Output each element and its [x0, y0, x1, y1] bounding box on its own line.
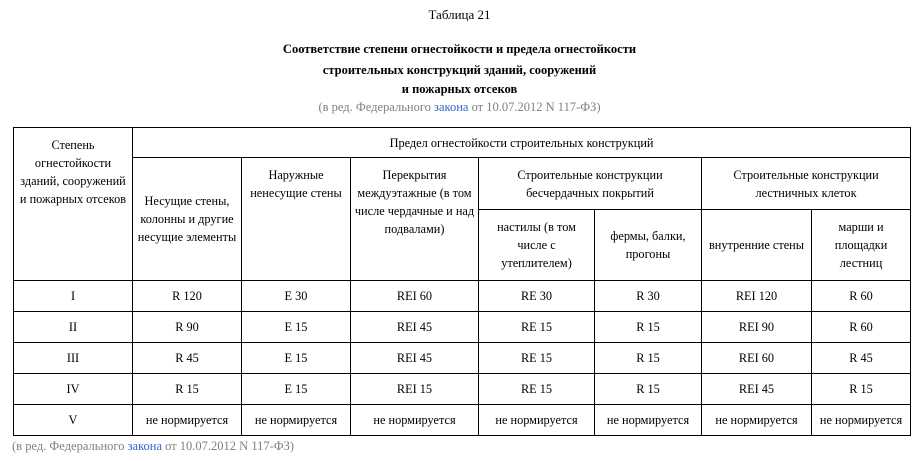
- cell: не нормируется: [133, 405, 242, 436]
- cell: R 15: [595, 374, 702, 405]
- table-row: [14, 281, 911, 312]
- header-stairs: Строительные конструкции лестничных клеток: [702, 158, 911, 210]
- cell: REI 45: [351, 343, 479, 374]
- cell: RE 15: [479, 312, 595, 343]
- cell: REI 90: [702, 312, 812, 343]
- cell: не нормируется: [351, 405, 479, 436]
- cell: не нормируется: [242, 405, 351, 436]
- cell: E 15: [242, 374, 351, 405]
- cell: R 15: [812, 374, 911, 405]
- cell: R 60: [812, 312, 911, 343]
- header-bearing: Несущие стены, колонны и другие несущие элементы: [133, 158, 242, 281]
- cell: не нормируется: [812, 405, 911, 436]
- header-outer-walls: Наружные ненесущие стены: [242, 158, 351, 281]
- cell: REI 120: [702, 281, 812, 312]
- header-floors: Перекрытия междуэтажные (в том числе чердачные и над подвалами): [351, 158, 479, 281]
- cell: R 90: [133, 312, 242, 343]
- cell: RE 30: [479, 281, 595, 312]
- cell: R 60: [812, 281, 911, 312]
- header-trusses: фермы, балки, прогоны: [595, 210, 702, 281]
- cell: E 30: [242, 281, 351, 312]
- cell: R 15: [595, 343, 702, 374]
- cell: RE 15: [479, 374, 595, 405]
- table-row: [14, 312, 911, 343]
- header-degree: Степень огнестойкости зданий, сооружений и пожарных отсеков: [14, 128, 133, 281]
- cell: REI 15: [351, 374, 479, 405]
- table-number: Таблица 21: [428, 7, 491, 22]
- cell: REI 45: [351, 312, 479, 343]
- footer-law-link[interactable]: закона: [127, 439, 162, 453]
- cell: R 15: [595, 312, 702, 343]
- cell-degree: III: [14, 343, 133, 374]
- cell: R 45: [133, 343, 242, 374]
- table-title-line-1: Соответствие степени огнестойкости и предела огнестойкости: [282, 42, 637, 56]
- cell: REI 45: [702, 374, 812, 405]
- table-row: [14, 343, 911, 374]
- table-row: [14, 405, 911, 436]
- cell: R 30: [595, 281, 702, 312]
- cell: R 15: [133, 374, 242, 405]
- header-roofless: Строительные конструкции бесчердачных покрытий: [479, 158, 702, 210]
- cell: REI 60: [702, 343, 812, 374]
- cell: R 45: [812, 343, 911, 374]
- cell: E 15: [242, 312, 351, 343]
- cell: RE 15: [479, 343, 595, 374]
- header-decking: настилы (в том числе с утеплителем): [479, 210, 595, 281]
- cell-degree: IV: [14, 374, 133, 405]
- table-row: [14, 374, 911, 405]
- fire-resistance-table: [13, 127, 911, 436]
- header-flights: марши и площадки лестниц: [812, 210, 911, 281]
- table-title-line-3: и пожарных отсеков: [401, 82, 518, 96]
- header-limit: Предел огнестойкости строительных конструкций: [133, 128, 911, 158]
- header-inner-walls: внутренние стены: [702, 210, 812, 281]
- cell: не нормируется: [595, 405, 702, 436]
- cell-degree: V: [14, 405, 133, 436]
- cell: не нормируется: [702, 405, 812, 436]
- law-link[interactable]: закона: [434, 100, 469, 114]
- cell-degree: II: [14, 312, 133, 343]
- cell: не нормируется: [479, 405, 595, 436]
- cell: E 15: [242, 343, 351, 374]
- footer-revision-note: (в ред. Федерального закона от 10.07.2012 N 117-ФЗ): [12, 439, 295, 453]
- cell: R 120: [133, 281, 242, 312]
- cell-degree: I: [14, 281, 133, 312]
- table-title-line-2: строительных конструкций зданий, сооружений: [322, 63, 597, 77]
- revision-note: (в ред. Федерального закона от 10.07.2012 N 117-ФЗ): [318, 100, 601, 114]
- cell: REI 60: [351, 281, 479, 312]
